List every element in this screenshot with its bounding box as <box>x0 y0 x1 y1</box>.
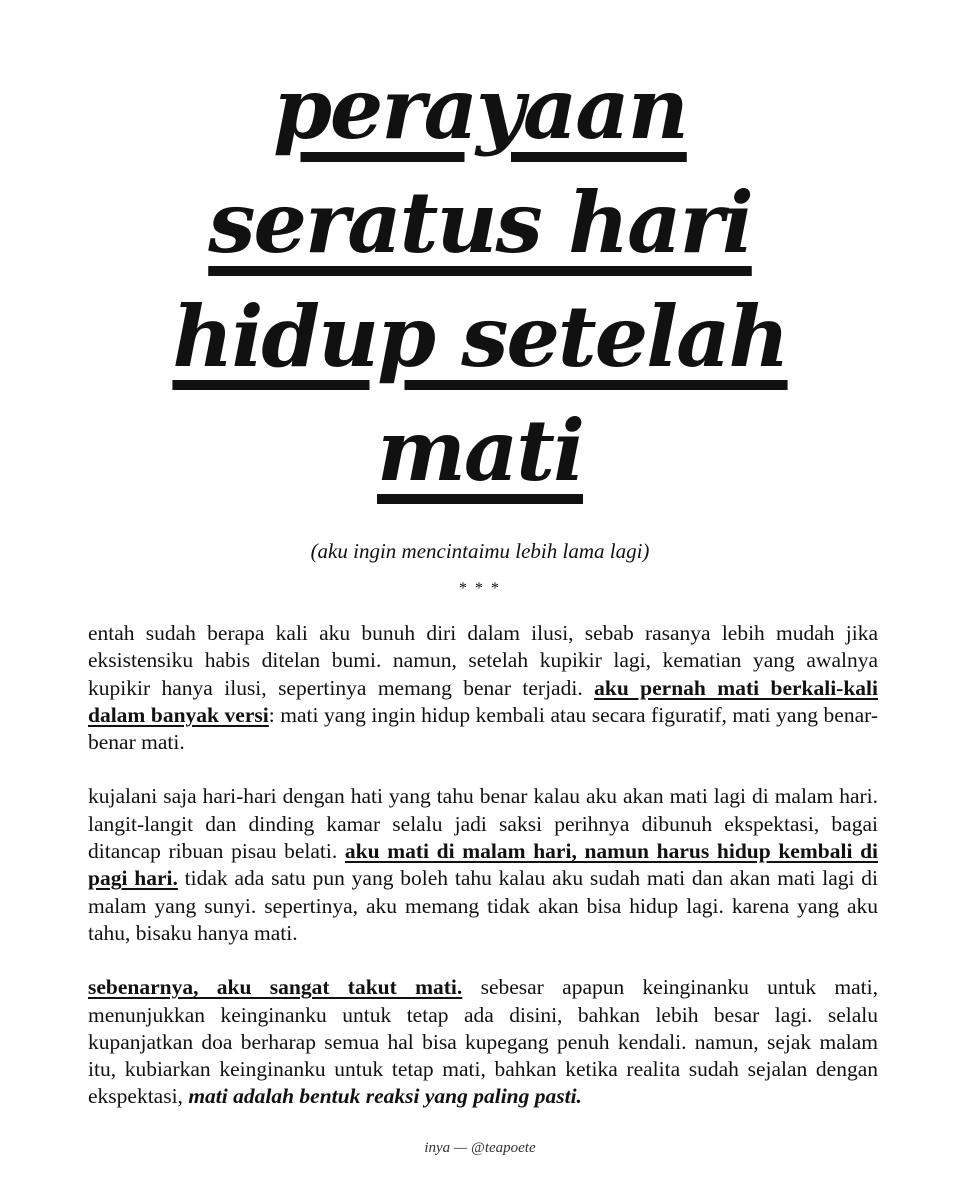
poem-subtitle: (aku ingin mencintaimu lebih lama lagi) <box>310 539 650 563</box>
author-signature: inya — @teapoete <box>424 1140 536 1156</box>
emphasis-text: sebenarnya, aku sangat takut mati. <box>88 975 463 1000</box>
poem-body <box>88 620 878 1138</box>
title-line: mati <box>376 401 584 500</box>
paragraph-2: kujalani saja hari-hari dengan hati yang tahu benar kalau aku akan mati lagi di malam hari. langit-langit dan dinding kamar selalu jadi saksi perihnya dibunuh ekspektasi, bagai ditancap ribuan pisau belati. aku mati di malam hari, namun harus hidup kembali di pagi hari. tidak ada satu pun yang boleh tahu kalau aku sudah mati dan akan mati lagi di malam yang sunyi. sepertinya, aku memang tidak akan bisa hidup lagi. karena yang aku tahu, bisaku hanya mati. <box>88 784 879 945</box>
poem-title <box>0 52 960 508</box>
title-line: perayaan <box>273 59 687 158</box>
title-line: hidup setelah <box>172 287 788 386</box>
section-separator: * * * <box>459 580 501 597</box>
paragraph-3: sebenarnya, aku sangat takut mati. sebesar apapun keinginanku untuk mati, menunjukkan keinginanku untuk tetap ada disini, bahkan lebih besar lagi. selalu kupanjatkan doa berharap semua hal bisa kupegang penuh kendali. namun, sejak malam itu, kubiarkan keinginanku untuk tetap mati, bahkan ketika realita sudah sejalan dengan ekspektasi, mati adalah bentuk reaksi yang paling pasti. <box>88 975 878 1109</box>
emphasis-text: aku mati di malam hari, namun harus hidup kembali di pagi hari. <box>88 839 879 891</box>
paragraph-1: entah sudah berapa kali aku bunuh diri dalam ilusi, sebab rasanya lebih mudah jika eksistensiku habis ditelan bumi. namun, setelah kupikir lagi, kematian yang awalnya kupikir hanya ilusi, sepertinya memang benar terjadi. aku pernah mati berkali-kali dalam banyak versi: mati yang ingin hidup kembali atau secara figuratif, mati yang benar-benar mati. <box>88 621 879 755</box>
title-line: seratus hari <box>208 173 752 272</box>
emphasis-text: aku pernah mati berkali-kali dalam banyak versi <box>88 675 878 727</box>
closing-emphasis: mati adalah bentuk reaksi yang paling pasti. <box>188 1084 582 1109</box>
